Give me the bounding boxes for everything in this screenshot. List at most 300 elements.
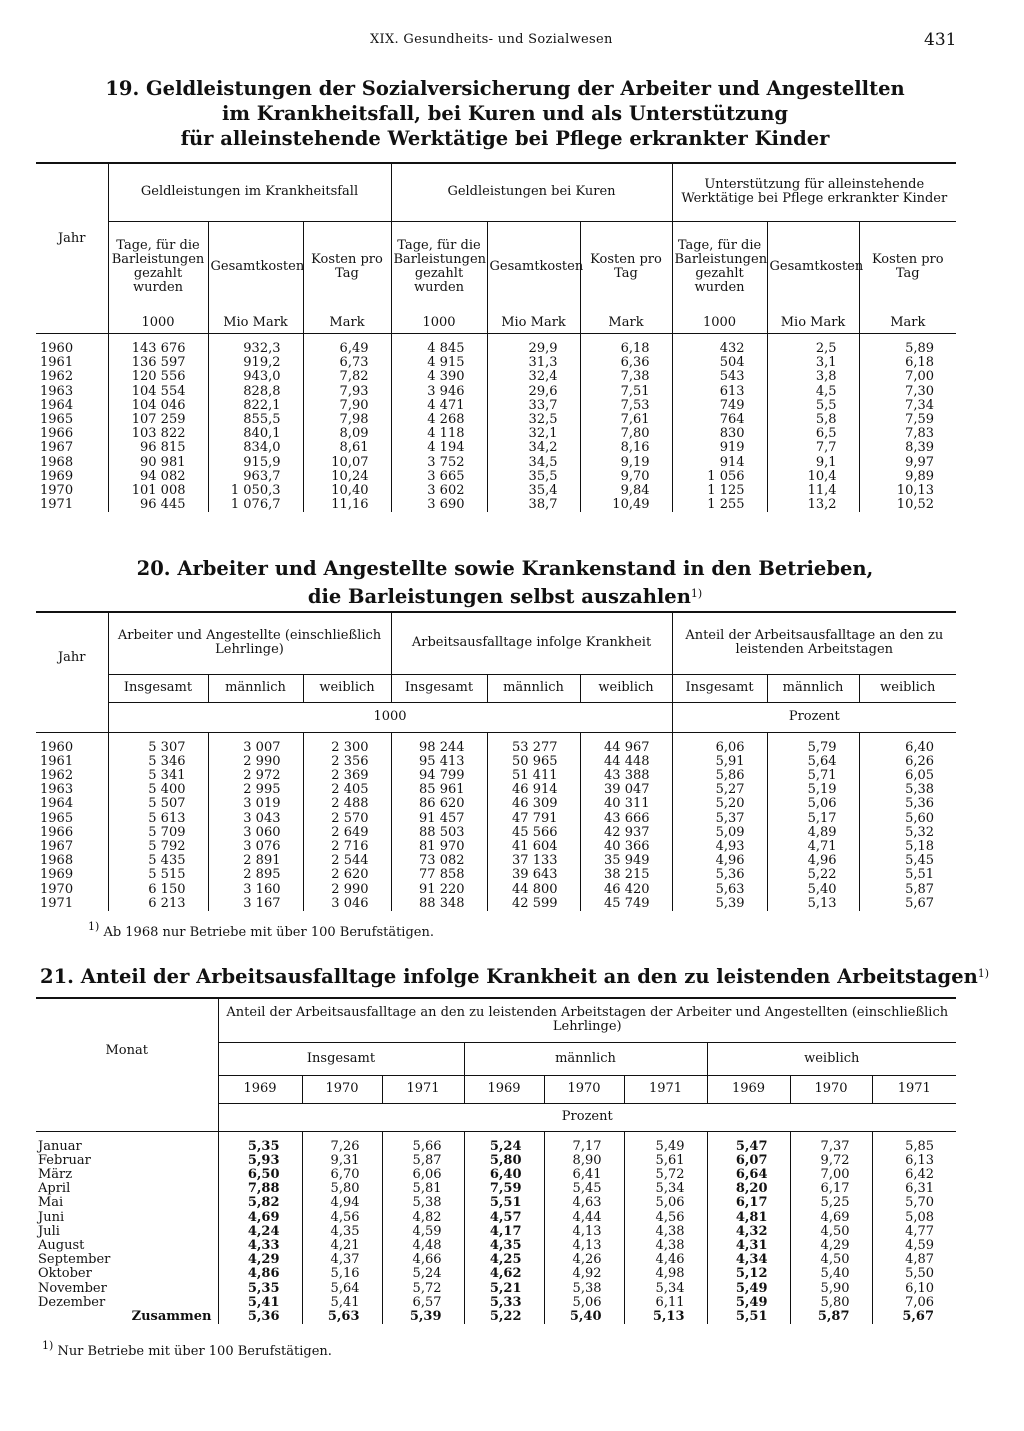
table-19-col-header: Gesamtkosten [767, 221, 859, 313]
table-cell: 7,53 [580, 399, 672, 413]
year-label: 1970 [40, 483, 74, 499]
table-21-unit-stub [36, 1103, 218, 1131]
table-19-col-header: Tage, für die Barleistungen gezahlt wurden [108, 221, 208, 313]
table-cell: 31,3 [487, 356, 580, 370]
table-cell: 5,89 [859, 334, 956, 357]
table-row [36, 441, 956, 455]
table-20-title-line: 20. Arbeiter und Angestellte sowie Krankenstand in den Betrieben, [136, 557, 874, 580]
table-cell: 5,34 [624, 1282, 707, 1296]
table-19-col-header: Tage, für die Barleistungen gezahlt wurden [672, 221, 767, 313]
table-row [36, 1239, 956, 1253]
table-cell: 10,07 [303, 456, 391, 470]
table-cell: 6,73 [303, 356, 391, 370]
table-20-footnote [88, 920, 434, 940]
table-row [36, 1211, 956, 1225]
table-cell: 5,36 [218, 1310, 302, 1324]
table-cell: 5 341 [108, 769, 208, 783]
table-cell: 4,92 [544, 1267, 624, 1281]
table-cell: 5,51 [707, 1310, 790, 1324]
month-label: Februar [38, 1152, 91, 1168]
table-cell: 828,8 [208, 385, 303, 399]
table-19-title [40, 76, 970, 151]
table-cell: 7,17 [544, 1131, 624, 1154]
table-cell: 7,38 [580, 370, 672, 384]
table-cell: 38 215 [580, 868, 672, 882]
table-cell: 32,4 [487, 370, 580, 384]
table-19-unit-label: 1000 [672, 313, 767, 334]
year-label: 1968 [40, 454, 74, 470]
table-cell: 5,24 [464, 1131, 544, 1154]
table-cell: 91 220 [391, 883, 487, 897]
table-cell: 1 255 [672, 498, 767, 512]
table-cell: 914 [672, 456, 767, 470]
footnote-text: Nur Betriebe mit über 100 Berufstätigen. [57, 1344, 332, 1359]
table-cell: 5,19 [767, 783, 859, 797]
table-cell: 10,40 [303, 484, 391, 498]
table-row [36, 897, 956, 911]
table-cell: 5,32 [859, 826, 956, 840]
table-cell: 5,63 [302, 1310, 382, 1324]
table-19-col-header: Kosten pro Tag [303, 221, 391, 313]
table-cell: 45 566 [487, 826, 580, 840]
table-19-unit-label: Mark [303, 313, 391, 334]
table-cell: 5,71 [767, 769, 859, 783]
table-cell: 4,50 [790, 1225, 872, 1239]
table-cell: 8,09 [303, 427, 391, 441]
table-cell: 5 400 [108, 783, 208, 797]
table-19-unit-stub [36, 313, 108, 334]
table-cell: 39 643 [487, 868, 580, 882]
table-cell: 1 125 [672, 484, 767, 498]
table-19-col-header: Kosten pro Tag [859, 221, 956, 313]
table-20-group-header: Arbeitsausfalltage infolge Krankheit [391, 612, 672, 674]
table-cell: 5,06 [544, 1296, 624, 1310]
table-cell: 5,08 [872, 1211, 956, 1225]
table-19-title-line: für alleinstehende Werktätige bei Pflege erkrankter Kinder [180, 127, 830, 150]
year-label: 1970 [40, 881, 74, 897]
table-cell: 5,39 [382, 1310, 464, 1324]
table-19 [36, 162, 956, 512]
table-cell: 9,97 [859, 456, 956, 470]
table-cell: 6,42 [872, 1168, 956, 1182]
table-cell: 4 390 [391, 370, 487, 384]
table-row [36, 769, 956, 783]
year-label: 1963 [40, 782, 74, 798]
table-cell: 9,31 [302, 1154, 382, 1168]
table-cell: 5,60 [859, 812, 956, 826]
table-cell: 39 047 [580, 783, 672, 797]
table-cell: 5,63 [672, 883, 767, 897]
table-cell: 4,50 [790, 1253, 872, 1267]
table-cell: 9,89 [859, 470, 956, 484]
table-20-col-header: Insgesamt [672, 674, 767, 702]
table-cell: 749 [672, 399, 767, 413]
table-cell: 5,66 [382, 1131, 464, 1154]
table-cell: 46 914 [487, 783, 580, 797]
table-cell: 4,17 [464, 1225, 544, 1239]
month-label: September [38, 1252, 111, 1268]
table-row [36, 840, 956, 854]
table-cell: 5,80 [790, 1296, 872, 1310]
table-cell: 8,39 [859, 441, 956, 455]
month-label: Januar [38, 1138, 82, 1154]
table-21-footnote [42, 1339, 332, 1359]
table-cell: 4 268 [391, 413, 487, 427]
table-row [36, 1296, 956, 1310]
table-cell: 4,56 [302, 1211, 382, 1225]
table-cell: 5,45 [544, 1182, 624, 1196]
table-cell: 4,96 [672, 854, 767, 868]
table-cell: 4,69 [790, 1211, 872, 1225]
year-label: 1961 [40, 753, 74, 769]
table-cell: 4,96 [767, 854, 859, 868]
table-cell: 7,59 [464, 1182, 544, 1196]
table-21-title [40, 961, 990, 989]
table-cell: 5,27 [672, 783, 767, 797]
table-cell: 11,16 [303, 498, 391, 512]
table-cell: 5,13 [624, 1310, 707, 1324]
table-19-unit-label: 1000 [108, 313, 208, 334]
table-cell: 5,22 [464, 1310, 544, 1324]
table-19-col-header: Gesamtkosten [487, 221, 580, 313]
table-19-stub-header: Jahr [36, 163, 108, 313]
table-19-unit-label: Mark [859, 313, 956, 334]
table-cell: 432 [672, 334, 767, 357]
table-cell: 4,13 [544, 1239, 624, 1253]
footnote-mark: 1) [88, 920, 100, 933]
table-cell: 3,1 [767, 356, 859, 370]
table-row [36, 1253, 956, 1267]
table-cell: 932,3 [208, 334, 303, 357]
table-19-unit-label: Mio Mark [208, 313, 303, 334]
table-20-col-header: weiblich [859, 674, 956, 702]
table-19-group-header: Geldleistungen bei Kuren [391, 163, 672, 221]
table-cell: 6,49 [303, 334, 391, 357]
table-cell: 2 544 [303, 854, 391, 868]
table-cell: 34,5 [487, 456, 580, 470]
table-cell: 101 008 [108, 484, 208, 498]
table-cell: 11,4 [767, 484, 859, 498]
table-cell: 2 356 [303, 755, 391, 769]
table-21-year-header: 1971 [382, 1075, 464, 1103]
table-row [36, 1196, 956, 1210]
table-cell: 43 388 [580, 769, 672, 783]
page-header [0, 30, 1024, 54]
table-row [36, 854, 956, 868]
table-cell: 53 277 [487, 732, 580, 755]
table-21-unit-label: Prozent [218, 1103, 956, 1131]
table-cell: 4,89 [767, 826, 859, 840]
month-label: Juni [38, 1209, 65, 1225]
table-cell: 5,93 [218, 1154, 302, 1168]
table-20-unit-label: Prozent [672, 702, 956, 732]
table-cell: 10,49 [580, 498, 672, 512]
table-cell: 5,33 [464, 1296, 544, 1310]
footnote-text: Ab 1968 nur Betriebe mit über 100 Berufstätigen. [103, 925, 434, 940]
table-cell: 3 060 [208, 826, 303, 840]
table-20-title-line-text: die Barleistungen selbst auszahlen [307, 585, 691, 608]
table-cell: 43 666 [580, 812, 672, 826]
table-cell: 81 970 [391, 840, 487, 854]
table-cell: 2 972 [208, 769, 303, 783]
table-cell: 4,29 [790, 1239, 872, 1253]
year-label: 1966 [40, 824, 74, 840]
table-cell: 5 792 [108, 840, 208, 854]
year-label: 1969 [40, 867, 74, 883]
table-19-unit-label: Mio Mark [767, 313, 859, 334]
table-20-title-line [40, 581, 970, 609]
table-21-year-header: 1969 [218, 1075, 302, 1103]
table-cell: 104 554 [108, 385, 208, 399]
table-cell: 5,40 [544, 1310, 624, 1324]
table-row [36, 370, 956, 384]
year-label: 1961 [40, 355, 74, 371]
table-cell: 4,71 [767, 840, 859, 854]
table-row [36, 413, 956, 427]
table-cell: 2 895 [208, 868, 303, 882]
table-cell: 5,90 [790, 1282, 872, 1296]
table-19-col-header: Tage, für die Barleistungen gezahlt wurden [391, 221, 487, 313]
table-cell: 4,26 [544, 1253, 624, 1267]
table-19-col-header: Kosten pro Tag [580, 221, 672, 313]
table-cell: 96 445 [108, 498, 208, 512]
month-label: März [38, 1166, 73, 1182]
table-cell: 5,87 [790, 1310, 872, 1324]
table-cell: 5,06 [767, 797, 859, 811]
table-cell: 9,1 [767, 456, 859, 470]
table-row [36, 783, 956, 797]
table-cell: 5,21 [464, 1282, 544, 1296]
table-cell: 5,09 [672, 826, 767, 840]
table-cell: 4,44 [544, 1211, 624, 1225]
table-cell: 86 620 [391, 797, 487, 811]
total-label: Zusammen [131, 1308, 212, 1324]
table-cell: 6,18 [580, 334, 672, 357]
table-cell: 4,25 [464, 1253, 544, 1267]
year-label: 1966 [40, 426, 74, 442]
table-19-unit-label: 1000 [391, 313, 487, 334]
table-cell: 5,25 [790, 1196, 872, 1210]
table-cell: 8,20 [707, 1182, 790, 1196]
year-label: 1965 [40, 810, 74, 826]
table-cell: 5,17 [767, 812, 859, 826]
table-cell: 51 411 [487, 769, 580, 783]
table-cell: 88 348 [391, 897, 487, 911]
page-number: 431 [924, 30, 957, 50]
table-cell: 136 597 [108, 356, 208, 370]
table-cell: 5,40 [790, 1267, 872, 1281]
table-cell: 7,30 [859, 385, 956, 399]
table-cell: 4,62 [464, 1267, 544, 1281]
table-cell: 3 752 [391, 456, 487, 470]
table-row [36, 755, 956, 769]
table-cell: 4,29 [218, 1253, 302, 1267]
table-cell: 8,61 [303, 441, 391, 455]
month-label: August [38, 1237, 85, 1253]
table-cell: 764 [672, 413, 767, 427]
table-cell: 6,18 [859, 356, 956, 370]
running-head: XIX. Gesundheits- und Sozialwesen [370, 32, 613, 47]
table-row [36, 812, 956, 826]
table-row [36, 1282, 956, 1296]
table-cell: 7,82 [303, 370, 391, 384]
table-cell: 94 799 [391, 769, 487, 783]
year-label: 1962 [40, 767, 74, 783]
year-label: 1963 [40, 383, 74, 399]
table-cell: 2 369 [303, 769, 391, 783]
year-label: 1968 [40, 853, 74, 869]
table-row [36, 498, 956, 512]
table-20-col-header: weiblich [580, 674, 672, 702]
table-cell: 5,51 [464, 1196, 544, 1210]
year-label: 1964 [40, 796, 74, 812]
table-cell: 7,93 [303, 385, 391, 399]
table-19-group-header: Unterstützung für alleinstehende Werktätige bei Pflege erkrankter Kinder [672, 163, 956, 221]
table-cell: 6,41 [544, 1168, 624, 1182]
table-cell: 2 891 [208, 854, 303, 868]
table-21-year-header: 1970 [302, 1075, 382, 1103]
table-cell: 47 791 [487, 812, 580, 826]
table-cell: 5,37 [672, 812, 767, 826]
table-cell: 44 800 [487, 883, 580, 897]
table-cell: 5,49 [624, 1131, 707, 1154]
table-21-title-text: 21. Anteil der Arbeitsausfalltage infolge Krankheit an den zu leistenden Arbeitstagen [40, 965, 978, 988]
table-cell: 2 300 [303, 732, 391, 755]
table-cell: 4,94 [302, 1196, 382, 1210]
table-cell: 35,5 [487, 470, 580, 484]
table-row [36, 1267, 956, 1281]
footnote-mark: 1) [42, 1339, 54, 1352]
year-label: 1960 [40, 739, 74, 755]
table-cell: 3,8 [767, 370, 859, 384]
table-cell: 822,1 [208, 399, 303, 413]
table-cell: 1 056 [672, 470, 767, 484]
table-cell: 4 471 [391, 399, 487, 413]
table-cell: 34,2 [487, 441, 580, 455]
table-cell: 4 915 [391, 356, 487, 370]
table-19-title-line: 19. Geldleistungen der Sozialversicherung der Arbeiter und Angestellten [105, 77, 905, 100]
table-cell: 4,66 [382, 1253, 464, 1267]
table-cell: 5,41 [302, 1296, 382, 1310]
table-cell: 840,1 [208, 427, 303, 441]
table-cell: 6,06 [672, 732, 767, 755]
table-cell: 6,05 [859, 769, 956, 783]
table-cell: 4,93 [672, 840, 767, 854]
table-cell: 963,7 [208, 470, 303, 484]
table-cell: 10,24 [303, 470, 391, 484]
table-cell: 6,11 [624, 1296, 707, 1310]
table-cell: 3 690 [391, 498, 487, 512]
table-21-year-header: 1971 [624, 1075, 707, 1103]
table-cell: 50 965 [487, 755, 580, 769]
year-label: 1960 [40, 341, 74, 356]
table-row [36, 1225, 956, 1239]
table-cell: 77 858 [391, 868, 487, 882]
table-19-body [36, 334, 956, 513]
table-cell: 6,07 [707, 1154, 790, 1168]
table-row [36, 484, 956, 498]
table-cell: 5,82 [218, 1196, 302, 1210]
table-cell: 4,24 [218, 1225, 302, 1239]
table-cell: 5,86 [672, 769, 767, 783]
table-21-year-header: 1969 [464, 1075, 544, 1103]
table-cell: 10,13 [859, 484, 956, 498]
year-label: 1965 [40, 412, 74, 428]
table-cell: 7,34 [859, 399, 956, 413]
table-cell: 104 046 [108, 399, 208, 413]
table-cell: 4,82 [382, 1211, 464, 1225]
table-cell: 73 082 [391, 854, 487, 868]
table-cell: 5,22 [767, 868, 859, 882]
table-cell: 7,98 [303, 413, 391, 427]
table-cell: 5,36 [672, 868, 767, 882]
table-cell: 919,2 [208, 356, 303, 370]
table-cell: 35,4 [487, 484, 580, 498]
table-21-title-line [40, 961, 990, 989]
table-cell: 32,1 [487, 427, 580, 441]
table-cell: 6,5 [767, 427, 859, 441]
table-cell: 3 007 [208, 732, 303, 755]
table-cell: 7,00 [859, 370, 956, 384]
table-cell: 8,16 [580, 441, 672, 455]
table-cell: 5 435 [108, 854, 208, 868]
table-cell: 4,35 [464, 1239, 544, 1253]
table-cell: 5,79 [767, 732, 859, 755]
month-label: April [38, 1181, 71, 1197]
table-cell: 38,7 [487, 498, 580, 512]
table-cell: 4,86 [218, 1267, 302, 1281]
table-total-row [36, 1310, 956, 1324]
table-cell: 6,26 [859, 755, 956, 769]
year-label: 1967 [40, 838, 74, 854]
table-20-col-header: Insgesamt [108, 674, 208, 702]
table-cell: 5,72 [382, 1282, 464, 1296]
table-21-year-header: 1969 [707, 1075, 790, 1103]
table-cell: 5,87 [859, 883, 956, 897]
table-cell: 5,41 [218, 1296, 302, 1310]
table-cell: 5,85 [872, 1131, 956, 1154]
table-cell: 4,31 [707, 1239, 790, 1253]
table-row [36, 399, 956, 413]
table-19-group-header: Geldleistungen im Krankheitsfall [108, 163, 391, 221]
table-20-stub-header: Jahr [36, 612, 108, 702]
table-cell: 5,64 [767, 755, 859, 769]
table-cell: 3 043 [208, 812, 303, 826]
table-cell: 4,81 [707, 1211, 790, 1225]
month-label: Mai [38, 1195, 64, 1211]
table-cell: 98 244 [391, 732, 487, 755]
table-cell: 5,06 [624, 1196, 707, 1210]
table-21-group-header: Insgesamt [218, 1042, 464, 1075]
table-cell: 4,38 [624, 1239, 707, 1253]
table-cell: 2 620 [303, 868, 391, 882]
table-cell: 4,56 [624, 1211, 707, 1225]
table-row [36, 826, 956, 840]
table-cell: 96 815 [108, 441, 208, 455]
table-19-unit-label: Mio Mark [487, 313, 580, 334]
table-cell: 7,88 [218, 1182, 302, 1196]
table-cell: 2 995 [208, 783, 303, 797]
table-cell: 5,38 [382, 1196, 464, 1210]
table-cell: 44 967 [580, 732, 672, 755]
table-row [36, 1168, 956, 1182]
table-20 [36, 611, 956, 911]
table-20-col-header: männlich [767, 674, 859, 702]
year-label: 1971 [40, 497, 74, 513]
table-cell: 613 [672, 385, 767, 399]
year-label: 1962 [40, 369, 74, 385]
table-cell: 5,35 [218, 1131, 302, 1154]
